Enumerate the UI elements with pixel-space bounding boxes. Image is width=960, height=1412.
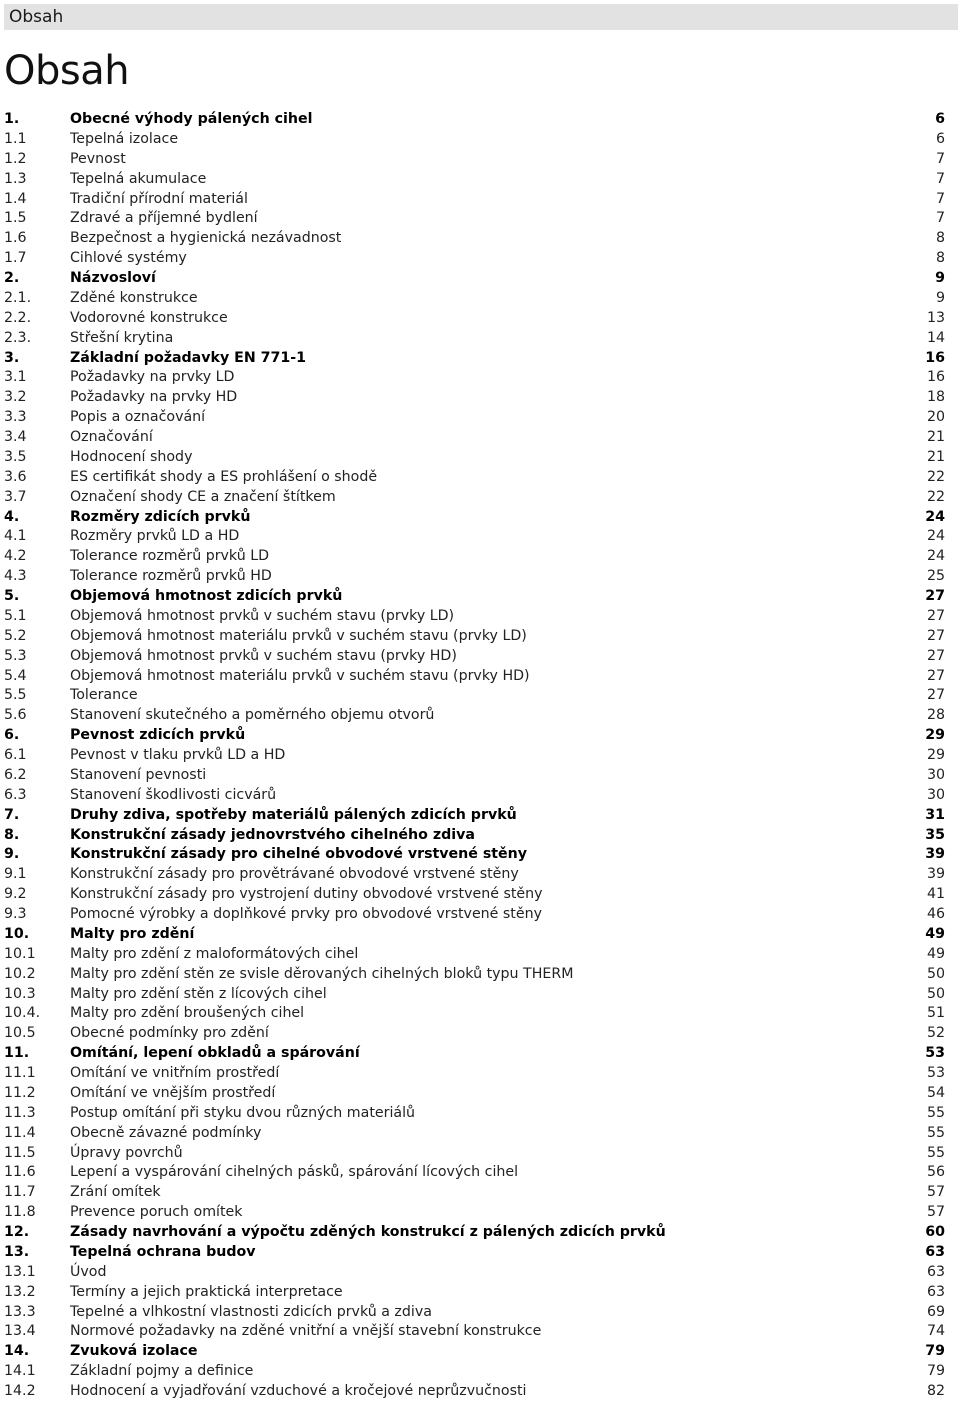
toc-entry-title: Požadavky na prvky LD [70,369,235,386]
toc-section-row [0,607,960,627]
toc-section-row [0,885,960,905]
toc-entry-page: 9 [935,289,945,306]
toc-entry-title: Objemová hmotnost prvků v suchém stavu (prvky LD) [70,607,455,624]
toc-entry-title: Tolerance rozměrů prvků HD [70,568,272,585]
toc-entry-title: Stanovení škodlivosti cicvárů [70,786,277,803]
toc-entry-title: Konstrukční zásady pro vystrojení dutiny obvodové vrstvené stěny [70,886,543,903]
toc-section-row [0,408,960,428]
toc-entry-number: 7. [4,806,20,823]
toc-entry-title: Požadavky na prvky HD [70,389,238,406]
toc-entry-page: 30 [926,786,945,803]
toc-section-row [0,686,960,706]
toc-entry-title: Pevnost zdicích prvků [70,727,246,744]
toc-entry-page: 55 [926,1144,945,1161]
toc-entry-number: 2.1. [4,289,32,306]
toc-entry-number: 3. [4,349,20,366]
toc-entry-title: Vodorovné konstrukce [70,309,228,326]
toc-entry-page: 18 [926,389,945,406]
toc-entry-title: Tradiční přírodní materiál [70,190,248,207]
toc-entry-page: 14 [926,329,945,346]
toc-section-row [0,209,960,229]
toc-entry-number: 11.2 [4,1084,36,1101]
toc-section-row [0,647,960,667]
toc-entry-title: Prevence poruch omítek [70,1204,243,1221]
toc-section-row [0,1362,960,1382]
toc-entry-title: Objemová hmotnost materiálu prvků v suchém stavu (prvky HD) [70,667,530,684]
toc-section-row [0,865,960,885]
toc-section-row [0,130,960,150]
toc-chapter-row [0,826,960,846]
toc-entry-title: Obecně závazné podmínky [70,1124,262,1141]
toc-entry-number: 2.2. [4,309,32,326]
toc-entry-page: 39 [925,846,945,863]
toc-entry-number: 1.5 [4,210,27,227]
page-title: Obsah [4,48,130,94]
table-of-contents [0,110,960,1402]
toc-entry-page: 39 [926,866,945,883]
toc-entry-title: Pomocné výrobky a doplňkové prvky pro obvodové vrstvené stěny [70,906,542,922]
toc-section-row [0,170,960,190]
toc-section-row [0,905,960,925]
toc-entry-page: 21 [926,429,945,445]
toc-entry-title: Objemová hmotnost prvků v suchém stavu (prvky HD) [70,647,457,664]
toc-entry-page: 79 [925,1343,945,1360]
toc-chapter-row [0,1342,960,1362]
toc-entry-title: Názvosloví [70,270,156,286]
toc-section-row [0,1283,960,1303]
toc-section-row [0,488,960,508]
toc-entry-title: Konstrukční zásady jednovrstvého cihelného zdiva [70,826,475,843]
toc-entry-number: 2.3. [4,329,32,346]
toc-entry-page: 9 [935,270,945,286]
toc-entry-page: 22 [926,468,945,485]
toc-entry-page: 27 [926,627,945,644]
toc-entry-page: 57 [926,1184,945,1201]
toc-entry-page: 24 [926,548,945,565]
toc-entry-number: 1.1 [4,130,27,147]
toc-section-row [0,1263,960,1283]
toc-chapter-row [0,726,960,746]
toc-entry-title: Stanovení pevnosti [70,766,207,783]
toc-entry-number: 3.3 [4,409,27,426]
toc-entry-title: Bezpečnost a hygienická nezávadnost [70,230,342,247]
toc-entry-page: 55 [926,1104,945,1121]
toc-entry-page: 7 [935,190,945,207]
toc-entry-title: Pevnost v tlaku prvků LD a HD [70,747,286,763]
toc-entry-title: Malty pro zdění broušených cihel [70,1005,305,1022]
toc-entry-page: 8 [935,230,945,247]
toc-entry-title: ES certifikát shody a ES prohlášení o shodě [70,468,378,485]
toc-entry-number: 4.1 [4,528,27,545]
toc-entry-page: 27 [926,667,945,684]
toc-entry-title: Malty pro zdění stěn ze svisle děrovaných cihelných bloků typu THERM [70,965,574,982]
toc-section-row [0,388,960,408]
toc-entry-number: 5.6 [4,707,27,724]
toc-section-row [0,667,960,687]
toc-entry-page: 31 [925,806,945,823]
toc-entry-page: 54 [926,1084,945,1101]
toc-section-row [0,329,960,349]
toc-entry-number: 3.2 [4,389,27,406]
toc-entry-title: Malty pro zdění stěn z lícových cihel [70,985,327,1002]
toc-chapter-row [0,110,960,130]
toc-entry-page: 24 [925,508,945,525]
toc-entry-number: 5.5 [4,687,27,704]
toc-entry-title: Konstrukční zásady pro cihelné obvodové vrstvené stěny [70,846,528,863]
toc-section-row [0,1163,960,1183]
toc-entry-title: Druhy zdiva, spotřeby materiálů pálených zdicích prvků [70,806,517,823]
toc-entry-number: 11. [4,1045,30,1062]
toc-entry-title: Pevnost [70,150,126,167]
toc-entry-number: 2. [4,270,20,286]
toc-entry-number: 1.4 [4,190,27,207]
toc-entry-number: 11.1 [4,1065,36,1081]
toc-section-row [0,766,960,786]
toc-entry-title: Obecné výhody pálených cihel [70,111,313,127]
toc-entry-number: 13.2 [4,1283,36,1300]
toc-entry-title: Hodnocení a vyjadřování vzduchové a kročejové neprůzvučnosti [70,1383,527,1399]
toc-entry-page: 63 [926,1263,945,1280]
toc-entry-page: 79 [926,1363,945,1380]
toc-entry-page: 46 [926,906,945,922]
toc-entry-page: 6 [935,111,945,127]
toc-entry-page: 60 [925,1224,945,1240]
toc-entry-title: Rozměry zdicích prvků [70,508,251,525]
toc-entry-title: Zdravé a příjemné bydlení [70,210,258,227]
toc-entry-page: 21 [926,448,945,465]
toc-section-row [0,150,960,170]
toc-entry-page: 57 [926,1204,945,1221]
toc-entry-title: Popis a označování [70,409,206,426]
toc-chapter-row [0,349,960,369]
toc-entry-number: 10.5 [4,1025,36,1042]
toc-entry-number: 11.5 [4,1144,36,1161]
toc-entry-page: 27 [926,687,945,704]
toc-entry-number: 14.1 [4,1363,36,1380]
toc-entry-page: 6 [935,130,945,147]
toc-entry-title: Omítání ve vnějším prostředí [70,1084,276,1101]
toc-entry-number: 1.2 [4,150,27,167]
toc-entry-page: 27 [926,647,945,664]
toc-section-row [0,527,960,547]
toc-entry-page: 53 [925,1045,945,1062]
toc-section-row [0,567,960,587]
toc-section-row [0,965,960,985]
toc-entry-page: 50 [926,985,945,1002]
toc-chapter-row [0,925,960,945]
toc-entry-title: Obecné podmínky pro zdění [70,1025,269,1042]
toc-entry-page: 16 [925,349,945,366]
toc-entry-number: 11.8 [4,1204,36,1221]
toc-entry-title: Objemová hmotnost materiálu prvků v suchém stavu (prvky LD) [70,627,527,644]
toc-entry-number: 1. [4,111,20,127]
toc-chapter-row [0,269,960,289]
toc-entry-number: 4.3 [4,568,27,585]
toc-entry-title: Tepelná izolace [70,130,179,147]
toc-entry-number: 3.5 [4,448,27,465]
toc-entry-number: 5.4 [4,667,27,684]
toc-entry-title: Zásady navrhování a výpočtu zděných konstrukcí z pálených zdicích prvků [70,1224,666,1240]
toc-entry-number: 14.2 [4,1383,36,1399]
toc-entry-number: 10.4. [4,1005,41,1022]
toc-entry-title: Rozměry prvků LD a HD [70,528,240,545]
toc-chapter-row [0,806,960,826]
toc-entry-number: 9. [4,846,20,863]
toc-entry-title: Úpravy povrchů [70,1144,183,1161]
toc-entry-title: Malty pro zdění [70,925,195,942]
toc-entry-number: 6. [4,727,20,744]
toc-entry-title: Omítání, lepení obkladů a spárování [70,1045,360,1062]
toc-entry-number: 1.6 [4,230,27,247]
toc-entry-page: 74 [926,1323,945,1340]
toc-entry-number: 10. [4,925,30,942]
toc-entry-page: 49 [926,945,945,962]
toc-section-row [0,547,960,567]
toc-entry-page: 24 [926,528,945,545]
running-header [4,4,958,30]
toc-entry-page: 51 [926,1005,945,1022]
toc-entry-title: Normové požadavky na zděné vnitřní a vnější stavební konstrukce [70,1323,542,1340]
toc-entry-page: 20 [926,409,945,426]
toc-entry-title: Střešní krytina [70,329,174,346]
toc-entry-page: 27 [925,588,945,604]
toc-entry-title: Zvuková izolace [70,1343,198,1360]
toc-section-row [0,746,960,766]
toc-entry-page: 13 [926,309,945,326]
toc-entry-page: 7 [935,170,945,187]
toc-section-row [0,468,960,488]
toc-section-row [0,1322,960,1342]
toc-entry-page: 27 [926,607,945,624]
toc-entry-page: 63 [926,1283,945,1300]
toc-section-row [0,985,960,1005]
toc-entry-page: 35 [925,826,945,843]
toc-entry-title: Úvod [70,1263,107,1280]
toc-entry-number: 3.6 [4,468,27,485]
toc-chapter-row [0,587,960,607]
toc-entry-number: 3.1 [4,369,27,386]
toc-section-row [0,706,960,726]
toc-entry-page: 56 [926,1164,945,1181]
toc-section-row [0,1203,960,1223]
toc-entry-number: 5.1 [4,607,27,624]
toc-entry-number: 11.3 [4,1104,36,1121]
toc-entry-number: 13. [4,1243,30,1260]
toc-entry-page: 50 [926,965,945,982]
toc-entry-title: Tepelná ochrana budov [70,1243,256,1260]
toc-section-row [0,1064,960,1084]
toc-section-row [0,249,960,269]
toc-entry-page: 63 [925,1243,945,1260]
toc-entry-page: 53 [926,1065,945,1081]
toc-entry-title: Stanovení skutečného a poměrného objemu otvorů [70,707,435,724]
toc-entry-number: 11.4 [4,1124,36,1141]
toc-section-row [0,1124,960,1144]
toc-entry-number: 14. [4,1343,30,1360]
toc-entry-title: Lepení a vyspárování cihelných pásků, spárování lícových cihel [70,1164,519,1181]
toc-section-row [0,1303,960,1323]
toc-entry-page: 25 [926,568,945,585]
toc-entry-number: 5.3 [4,647,27,664]
toc-entry-number: 5. [4,588,20,604]
toc-entry-number: 1.7 [4,250,27,267]
toc-entry-page: 41 [926,886,945,903]
toc-entry-number: 1.3 [4,170,27,187]
toc-entry-number: 10.2 [4,965,36,982]
toc-section-row [0,448,960,468]
toc-entry-number: 4.2 [4,548,27,565]
toc-entry-page: 29 [925,727,945,744]
toc-entry-title: Postup omítání při styku dvou různých materiálů [70,1104,416,1121]
toc-entry-page: 82 [926,1383,945,1399]
toc-entry-number: 10.3 [4,985,36,1002]
toc-entry-title: Termíny a jejich praktická interpretace [70,1283,343,1300]
toc-entry-title: Konstrukční zásady pro provětrávané obvodové vrstvené stěny [70,866,519,883]
toc-entry-number: 3.7 [4,488,27,505]
toc-section-row [0,368,960,388]
toc-entry-page: 22 [926,488,945,505]
toc-section-row [0,428,960,448]
toc-entry-title: Malty pro zdění z maloformátových cihel [70,945,359,962]
toc-entry-title: Označení shody CE a značení štítkem [70,488,336,505]
toc-section-row [0,1183,960,1203]
toc-entry-page: 52 [926,1025,945,1042]
toc-entry-number: 8. [4,826,20,843]
toc-section-row [0,786,960,806]
toc-entry-page: 7 [935,210,945,227]
toc-section-row [0,190,960,210]
toc-entry-number: 4. [4,508,20,525]
toc-entry-page: 69 [926,1303,945,1320]
toc-section-row [0,945,960,965]
toc-section-row [0,229,960,249]
toc-section-row [0,309,960,329]
toc-entry-page: 7 [935,150,945,167]
toc-entry-title: Hodnocení shody [70,448,193,465]
toc-entry-number: 13.4 [4,1323,36,1340]
toc-chapter-row [0,508,960,528]
toc-entry-title: Základní pojmy a definice [70,1363,254,1380]
toc-entry-number: 11.6 [4,1164,36,1181]
toc-section-row [0,1004,960,1024]
toc-entry-title: Cihlové systémy [70,250,187,267]
toc-entry-page: 28 [926,707,945,724]
toc-entry-page: 29 [926,747,945,763]
toc-entry-title: Označování [70,429,153,445]
toc-entry-page: 16 [926,369,945,386]
toc-entry-number: 12. [4,1224,30,1240]
toc-entry-page: 49 [925,925,945,942]
toc-entry-title: Zděné konstrukce [70,289,198,306]
toc-section-row [0,1104,960,1124]
toc-entry-number: 9.1 [4,866,27,883]
toc-entry-title: Omítání ve vnitřním prostředí [70,1065,280,1081]
toc-entry-title: Objemová hmotnost zdicích prvků [70,588,343,604]
toc-entry-number: 11.7 [4,1184,36,1201]
running-header-label: Obsah [9,7,64,27]
toc-entry-title: Tolerance rozměrů prvků LD [70,548,270,565]
toc-entry-number: 9.2 [4,886,27,903]
toc-entry-number: 3.4 [4,429,27,445]
toc-entry-number: 13.3 [4,1303,36,1320]
toc-chapter-row [0,845,960,865]
toc-entry-page: 30 [926,766,945,783]
toc-entry-title: Tepelná akumulace [70,170,207,187]
toc-entry-title: Tolerance [70,687,138,704]
toc-entry-number: 6.3 [4,786,27,803]
toc-entry-number: 6.2 [4,766,27,783]
toc-chapter-row [0,1044,960,1064]
toc-entry-number: 6.1 [4,747,27,763]
toc-entry-number: 9.3 [4,906,27,922]
toc-entry-page: 55 [926,1124,945,1141]
toc-entry-title: Tepelné a vlhkostní vlastnosti zdicích prvků a zdiva [70,1303,432,1320]
toc-section-row [0,627,960,647]
toc-section-row [0,289,960,309]
toc-entry-page: 8 [935,250,945,267]
toc-chapter-row [0,1223,960,1243]
toc-chapter-row [0,1243,960,1263]
toc-entry-number: 13.1 [4,1263,36,1280]
toc-section-row [0,1024,960,1044]
toc-entry-title: Základní požadavky EN 771-1 [70,349,307,366]
toc-entry-title: Zrání omítek [70,1184,161,1201]
toc-section-row [0,1144,960,1164]
toc-section-row [0,1382,960,1402]
toc-section-row [0,1084,960,1104]
toc-entry-number: 5.2 [4,627,27,644]
toc-entry-number: 10.1 [4,945,36,962]
